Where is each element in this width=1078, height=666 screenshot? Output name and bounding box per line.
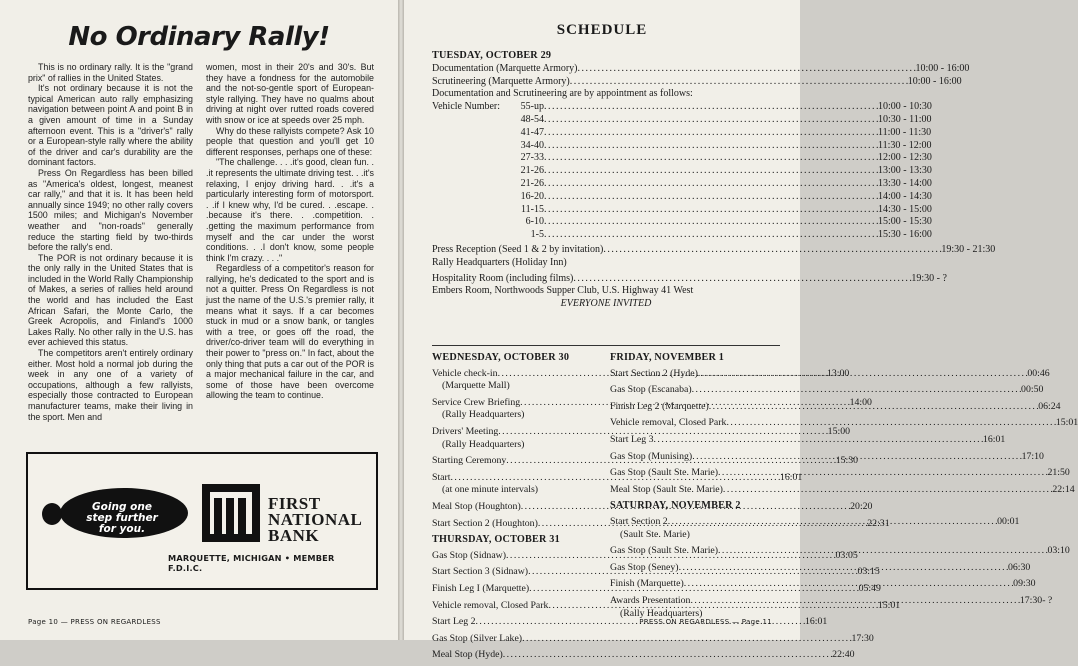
vehicle-label <box>432 178 512 191</box>
event-label: Vehicle check-in <box>432 367 498 379</box>
schedule-entry <box>432 517 890 531</box>
day-heading: THURSDAY, OCTOBER 31 <box>432 534 560 546</box>
event-label: Finish Leg 2 (Marquette) <box>610 400 709 412</box>
bank-logo-icon <box>202 484 260 542</box>
schedule-row <box>610 483 1075 497</box>
event-time: 03:05 <box>835 549 858 561</box>
event-label: Start Leg 3 <box>610 433 654 445</box>
event-label: Start Section 3 (Sidnaw) <box>432 566 529 578</box>
event-label: Gas Stop (Sault Ste. Marie) <box>610 467 719 479</box>
vehicle-row <box>432 101 932 114</box>
vehicle-number: 55-up <box>520 101 544 113</box>
left-page <box>0 0 398 640</box>
day-heading: TUESDAY, OCTOBER 29 <box>432 50 552 61</box>
leader-dots <box>544 152 878 165</box>
leader-dots <box>544 216 878 229</box>
event-label: Vehicle removal, Closed Park <box>432 599 549 611</box>
leader-dots <box>544 140 878 153</box>
leader-dots <box>726 417 1055 430</box>
paragraph: Why do these rallyists compete? Ask 10 people that question and you'll get 10 different responses, perhaps one of these: <box>206 125 374 157</box>
page-footer-left: Page 10 — PRESS ON REGARDLESS <box>28 618 161 626</box>
vehicle-label <box>432 152 512 165</box>
vehicle-label <box>432 140 512 153</box>
vehicle-label <box>432 114 512 127</box>
leader-dots <box>668 516 997 529</box>
leader-dots <box>684 578 1013 591</box>
leader-dots <box>690 595 1019 608</box>
event-time: 09:30 <box>1013 578 1036 590</box>
vehicle-row <box>432 152 932 165</box>
event-label: Start Section 2 (Hyde) <box>610 367 698 379</box>
schedule-entry <box>610 433 1006 447</box>
event-time: 00:50 <box>1021 384 1044 396</box>
event-location: (Rally Headquarters) <box>442 409 525 421</box>
schedule-row <box>432 243 996 257</box>
event-time: 10:00 - 10:30 <box>878 101 932 113</box>
event-time: 10:00 - 16:00 <box>915 62 970 74</box>
schedule-row <box>432 272 947 286</box>
event-time: 06:24 <box>1038 400 1061 412</box>
appointment-note: Documentation and Scrutineering are by appointment as follows: <box>432 88 693 100</box>
event-time: 13:00 <box>826 367 850 379</box>
vehicle-row <box>432 177 932 191</box>
event-label: Meal Stop (Sault Ste. Marie) <box>610 483 723 495</box>
vehicle-label <box>432 229 512 242</box>
schedule-row <box>610 417 1078 430</box>
event-label: Vehicle removal, Closed Park <box>610 417 727 429</box>
page-footer-right: PRESS ON REGARDLESS — Page 11 <box>639 618 772 626</box>
day-heading: WEDNESDAY, OCTOBER 30 <box>432 352 570 363</box>
event-time: 17:30 <box>851 632 874 644</box>
bank-name-line: NATIONAL <box>268 510 363 529</box>
leader-dots <box>544 191 878 204</box>
event-time: 22:31 <box>867 517 890 529</box>
vehicle-number: 21-26 <box>520 165 544 177</box>
paragraph: This is no ordinary rally. It is the "grand prix" of rallies in the United States. <box>28 62 193 83</box>
event-time: 11:30 - 12:00 <box>878 139 932 151</box>
leader-dots <box>709 401 1038 414</box>
event-time: 03:10 <box>1047 545 1070 557</box>
event-label: Scrutineering (Marquette Armory) <box>432 75 570 87</box>
event-time: 14:00 <box>849 396 872 408</box>
bank-name-line: BANK <box>268 526 320 545</box>
event-time: 16:01 <box>804 616 828 628</box>
schedule-entry <box>432 649 855 662</box>
event-time: 13:30 - 14:00 <box>878 177 932 189</box>
vehicle-number: 21-26 <box>520 177 544 189</box>
event-time: 05:49 <box>858 582 881 594</box>
leader-dots <box>573 273 911 286</box>
leader-dots <box>692 451 1021 464</box>
day-heading: SATURDAY, NOVEMBER 2 <box>610 500 741 512</box>
paragraph: The POR is not ordinary because it is the only rally in the United States that is included in the World Rally Championship of Makes, a series of rallies held around the world and has included the East African Safari, the Monte Carlo, the Greek Acropolis, and Finland's 1000 Lakes Rally. No other rally in the U.S. has ever achieved this status. <box>28 252 193 348</box>
event-label: Drivers' Meeting <box>432 425 499 437</box>
event-time: 15:00 <box>827 425 850 437</box>
vehicle-label <box>432 127 512 140</box>
event-time: 00:01 <box>997 515 1020 527</box>
event-time: 11:00 - 11:30 <box>878 126 932 138</box>
paragraph: It's not ordinary because it is not the typical American auto rally emphasizing navigation between point A and point B in a given amount of time in a Sunday afternoon event. This is a "driver's" rally or a European-style rally where the ability of the driver and car's durability are the dominant factors. <box>28 83 193 168</box>
everyone-invited: EVERYONE INVITED <box>560 298 652 310</box>
event-label: Meal Stop (Houghton) <box>432 500 521 512</box>
event-label: Starting Ceremony <box>432 455 507 467</box>
leader-dots <box>544 165 878 178</box>
leader-dots <box>698 368 1027 381</box>
event-time: 21:50 <box>1047 467 1070 479</box>
article-column-2 <box>206 62 374 401</box>
event-label: Awards Presentation <box>610 594 691 606</box>
event-time: 20:20 <box>850 500 873 512</box>
ad-location-line: MARQUETTE, MICHIGAN • MEMBER F.D.I.C. <box>168 553 335 573</box>
leader-dots <box>723 484 1052 497</box>
event-time: 16:01 <box>779 471 803 483</box>
event-label: Finish (Marquette) <box>610 578 684 590</box>
event-time: 00:46 <box>1027 367 1050 379</box>
vehicle-number: 27-33 <box>520 152 544 164</box>
leader-dots <box>679 562 1008 575</box>
event-label: Start Leg 2 <box>432 616 476 628</box>
leader-dots <box>718 545 1047 558</box>
ad-slogan: Going one step further for you. <box>86 501 158 535</box>
vehicle-schedule <box>432 101 932 242</box>
event-location: (Sault Ste. Marie) <box>620 528 690 540</box>
event-time: 10:30 - 11:00 <box>878 113 932 125</box>
event-label: Start Section 2 (Houghton) <box>432 517 538 529</box>
venue-line: Embers Room, Northwoods Supper Club, U.S. Highway 41 West <box>432 285 694 297</box>
vehicle-number: 16-20 <box>520 190 544 202</box>
right-page <box>404 0 1078 661</box>
schedule-row <box>432 75 962 89</box>
event-time: 16:01 <box>982 433 1006 445</box>
vehicle-row <box>432 165 932 178</box>
event-label: Gas Stop (Sidnaw) <box>432 549 507 561</box>
vehicle-row <box>432 113 932 127</box>
bank-advertisement <box>26 452 378 590</box>
leader-dots <box>654 434 983 447</box>
event-time: 15:01 <box>1055 417 1078 429</box>
event-time: 14:30 - 15:00 <box>878 203 932 215</box>
leader-dots <box>570 76 908 89</box>
bank-name <box>268 496 362 544</box>
schedule-row <box>432 632 874 646</box>
event-label: Gas Stop (Sault Ste. Marie) <box>610 545 719 557</box>
schedule-entry <box>610 417 1078 430</box>
event-time: 17:30- ? <box>1019 594 1053 606</box>
schedule-row <box>610 433 1006 447</box>
vehicle-number: 11-15 <box>521 203 544 215</box>
vehicle-row <box>432 126 932 140</box>
event-time: 15:00 - 15:30 <box>878 216 932 228</box>
leader-dots <box>692 384 1021 397</box>
event-time: 03:15 <box>857 566 880 578</box>
vehicle-label <box>432 216 512 229</box>
event-label: Hospitality Room (including films) <box>432 272 574 284</box>
event-label: Gas Stop (Silver Lake) <box>432 632 523 644</box>
event-label: Gas Stop (Escanaba) <box>610 384 692 396</box>
tuesday-section <box>432 50 996 311</box>
vehicle-label: Vehicle Number: <box>432 101 501 113</box>
vehicle-row <box>432 190 932 204</box>
vehicle-label <box>432 165 512 178</box>
leader-dots <box>544 204 878 217</box>
event-label: Press Reception (Seed 1 & 2 by invitation) <box>432 243 604 255</box>
divider <box>432 345 780 346</box>
bank-name-line: FIRST <box>268 494 321 513</box>
event-time: 10:00 - 16:00 <box>907 75 962 87</box>
vehicle-label <box>432 191 512 204</box>
leader-dots <box>503 649 832 662</box>
paragraph: The competitors aren't entirely ordinary either. Most hold a normal job during the week in any one of a variety of occupations, although a few rallyists, especially those contracted to European manufacturer teams, make their living in the sport. Men and <box>28 348 193 422</box>
vehicle-row <box>432 203 932 217</box>
event-label: Gas Stop (Seney) <box>610 561 679 573</box>
day-heading: FRIDAY, NOVEMBER 1 <box>610 352 725 363</box>
event-location: (Marquette Mall) <box>442 380 510 392</box>
schedule-entry <box>610 483 1075 497</box>
event-location: (Rally Headquarters) <box>620 607 703 619</box>
event-label: Documentation (Marquette Armory) <box>432 62 578 74</box>
vehicle-number: 34-40 <box>520 139 544 151</box>
article-title: No Ordinary Rally! <box>68 22 330 52</box>
event-time: 15:30 <box>835 455 859 467</box>
leader-dots <box>544 178 878 191</box>
vehicle-number: 41-47 <box>520 126 544 138</box>
leader-dots <box>544 101 878 114</box>
vehicle-label <box>432 204 512 217</box>
schedule-row <box>432 62 970 76</box>
event-time: 19:30 - ? <box>911 272 947 284</box>
event-time: 06:30 <box>1008 561 1031 573</box>
event-time: 15:30 - 16:00 <box>878 229 932 241</box>
event-label: Start <box>432 471 451 483</box>
event-location: (at one minute intervals) <box>442 484 539 496</box>
event-time: 15:01 <box>877 599 901 611</box>
event-label: Finish Leg I (Marquette) <box>432 582 530 594</box>
schedule-row <box>610 384 1044 397</box>
event-time: 17:10 <box>1021 450 1044 462</box>
vehicle-number: 1-5 <box>530 229 544 241</box>
event-time: 22:40 <box>832 649 855 661</box>
vehicle-number: 6-10 <box>525 216 544 228</box>
schedule-row <box>432 649 855 662</box>
vehicle-number: 48-54 <box>520 113 544 125</box>
leader-dots <box>544 114 878 127</box>
event-label: Start Section 2 <box>610 515 668 527</box>
event-label: Service Crew Briefing <box>432 396 521 408</box>
leader-dots <box>522 633 851 646</box>
schedule-row <box>432 517 890 531</box>
paragraph: women, most in their 20's and 30's. But they have a fondness for the automobile and the not-so-gentle sport of European-style rallying. They have no qualms about driving at night over rutted roads covered with snow or ice at speeds over 25 mph. <box>206 62 374 125</box>
vehicle-row <box>432 139 932 153</box>
event-time: 22:14 <box>1052 483 1075 495</box>
rally-headquarters: Rally Headquarters (Holiday Inn) <box>432 256 567 268</box>
article-column-1 <box>28 62 193 422</box>
event-label: Gas Stop (Munising) <box>610 450 693 462</box>
event-time: 12:00 - 12:30 <box>878 152 932 164</box>
vehicle-row <box>432 229 932 242</box>
leader-dots <box>718 467 1047 480</box>
leader-dots <box>578 63 916 76</box>
leader-dots <box>603 244 941 257</box>
vehicle-row <box>432 216 932 229</box>
schedule-title: SCHEDULE <box>556 22 648 38</box>
paragraph: Regardless of a competitor's reason for rallying, he's dedicated to the sport and is not a quitter. Press On Regardless is not just the name of the U.S.'s premier rally, it means what it says. If a car becomes stuck in mud or a snow bank, or tangles with a tree, or goes off the road, the driver/co-driver team will do everything in their power to "press on." In fact, about the only thing that puts a car out of the POR is a major mechanical failure in the car, and some of those have been overcome allowing the team to continue. <box>206 263 374 401</box>
event-label: Meal Stop (Hyde) <box>432 649 503 661</box>
event-time: 14:00 - 14:30 <box>878 190 932 202</box>
schedule-entry <box>432 632 874 646</box>
event-location: (Rally Headquarters) <box>442 438 525 450</box>
paragraph: "The challenge. . . .it's good, clean fun. . .it represents the ultimate driving test. . .it's relaxing, I enjoy driving hard. . .it's a particularly interesting form of motorsport. . .if I knew why, I'd be cured. . .escape. . .because it's there. . .competition. . .getting the maximum performance from myself and the car under the worst conditions. . .I don't know, some people think I'm crazy. . . ." <box>206 157 374 263</box>
leader-dots <box>544 229 878 242</box>
leader-dots <box>544 127 878 140</box>
event-time: 13:00 - 13:30 <box>878 165 932 177</box>
event-time: 19:30 - 21:30 <box>941 243 996 255</box>
paragraph: Press On Regardless has been billed as "America's oldest, longest, meanest car rally," and that it is. It has been held annually since 1949; no other rally covers 1500 miles; and Michigan's November weather and "non-roads" generally reduce the starting field by two-thirds before the rally's end. <box>28 167 193 253</box>
schedule-entry <box>610 384 1044 397</box>
